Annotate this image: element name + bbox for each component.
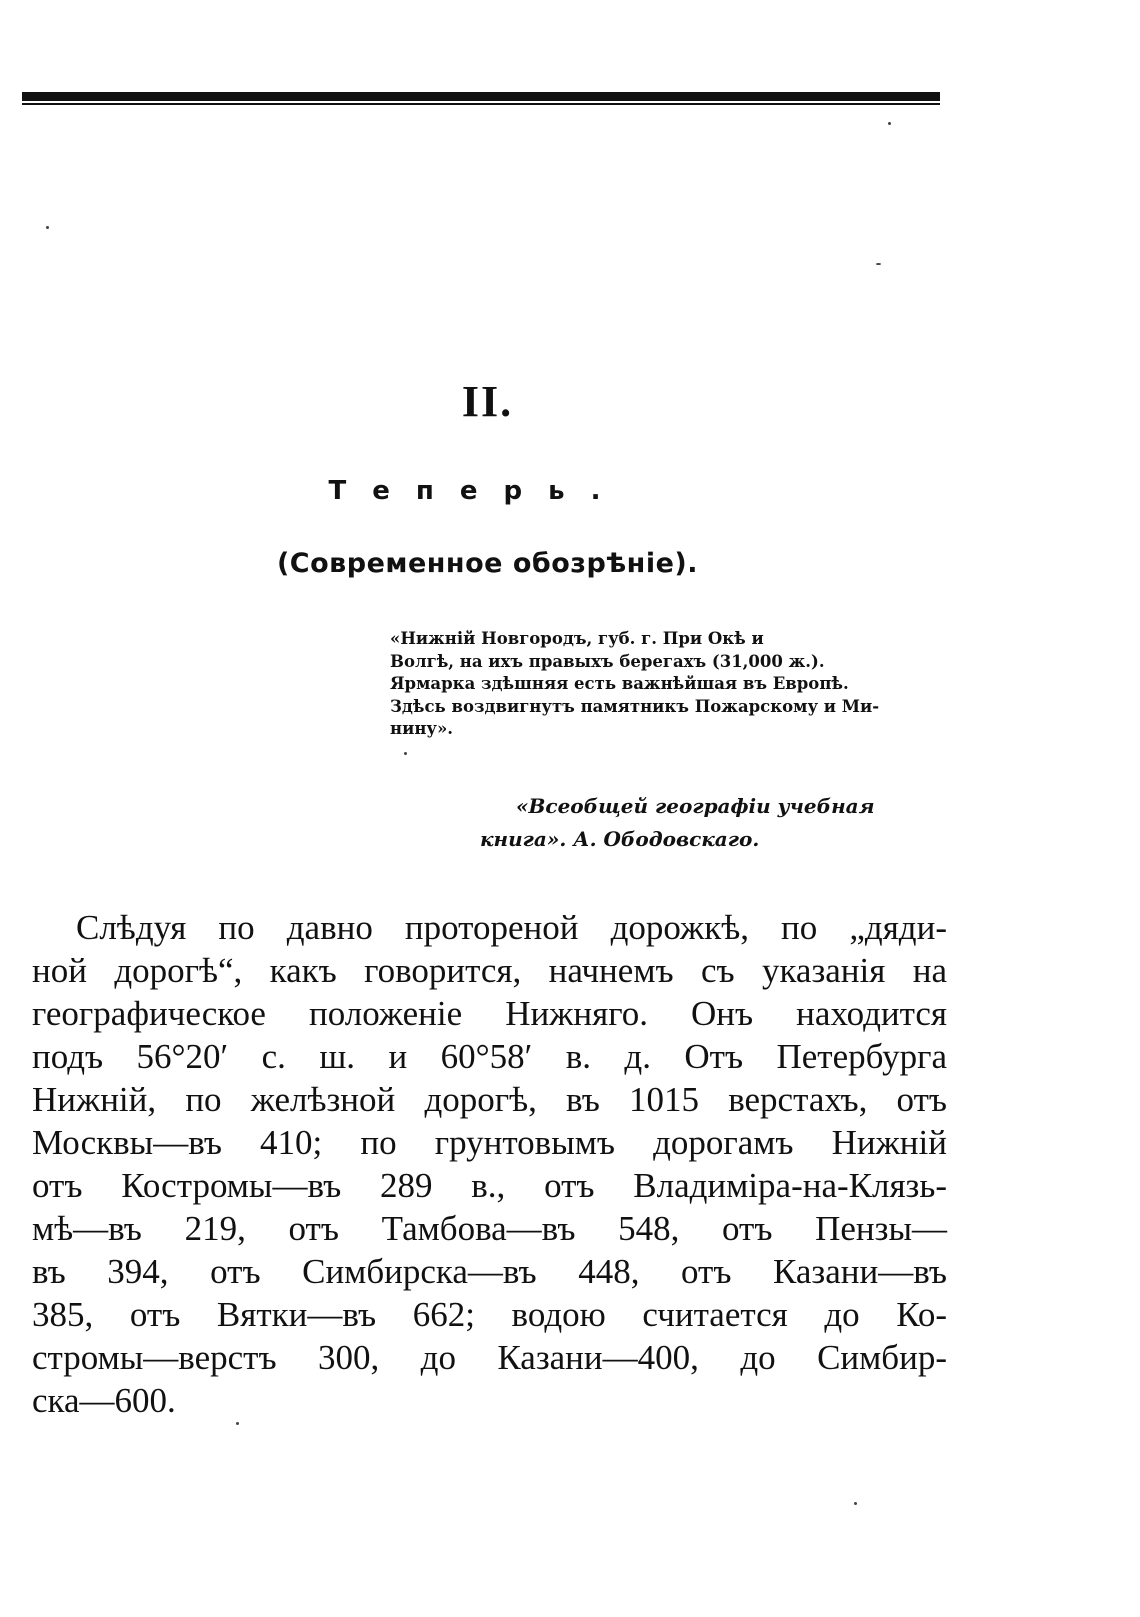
- body-line: Нижній, по желѣзной дорогѣ, въ 1015 верстахъ, отъ: [32, 1080, 947, 1119]
- body-line: въ 394, отъ Симбирска—въ 448, отъ Казани—въ: [32, 1252, 947, 1291]
- attribution-line: книга». А. Ободовскаго.: [480, 827, 760, 851]
- header-rule-thick: [22, 92, 940, 101]
- body-line: отъ Костромы—въ 289 в., отъ Владиміра-на-Клязь-: [32, 1166, 947, 1205]
- body-line: ска—600.: [32, 1381, 176, 1420]
- scan-speck: [888, 122, 891, 125]
- scan-speck: [236, 1422, 239, 1425]
- epigraph-line: Здѣсь воздвигнутъ памятникъ Пожарскому и Ми-: [390, 696, 880, 716]
- body-line: мѣ—въ 219, отъ Тамбова—въ 548, отъ Пензы—: [32, 1209, 947, 1248]
- scan-speck: [46, 226, 49, 229]
- body-line: ной дорогѣ“, какъ говорится, начнемъ съ указанія на: [32, 951, 947, 990]
- body-line: 385, отъ Вятки—въ 662; водою считается до Ко-: [32, 1295, 947, 1334]
- header-rule: [22, 92, 940, 106]
- chapter-number: II.: [461, 377, 514, 426]
- body-line: Москвы—въ 410; по грунтовымъ дорогамъ Нижній: [32, 1123, 947, 1162]
- chapter-subtitle: (Современное обозрѣніе).: [276, 548, 699, 579]
- body-line: Слѣдуя по давно протореной дорожкѣ, по „дяди-: [76, 908, 947, 947]
- chapter-title: Теперь.: [328, 476, 627, 506]
- scan-speck: [854, 1502, 857, 1505]
- epigraph: [390, 628, 950, 741]
- epigraph-attribution: [480, 790, 950, 856]
- body-line: подъ 56°20′ с. ш. и 60°58′ в. д. Отъ Петербурга: [32, 1037, 947, 1076]
- epigraph-line: Волгѣ, на ихъ правыхъ берегахъ (31,000 ж.).: [390, 651, 825, 671]
- body-paragraph: [32, 906, 947, 1422]
- attribution-line: «Всеобщей географіи учебная: [516, 794, 875, 818]
- body-line: географическое положеніе Нижняго. Онъ находится: [32, 994, 947, 1033]
- header-rule-thin: [22, 103, 940, 105]
- scan-speck: [404, 752, 407, 755]
- scan-speck: [876, 263, 881, 265]
- epigraph-line: Ярмарка здѣшняя есть важнѣйшая въ Европѣ.: [390, 674, 849, 693]
- epigraph-line: нину».: [390, 719, 454, 738]
- body-line: стромы—верстъ 300, до Казани—400, до Симбир-: [32, 1338, 947, 1377]
- epigraph-line: «Нижній Новгородъ, губ. г. При Окѣ и: [390, 629, 764, 648]
